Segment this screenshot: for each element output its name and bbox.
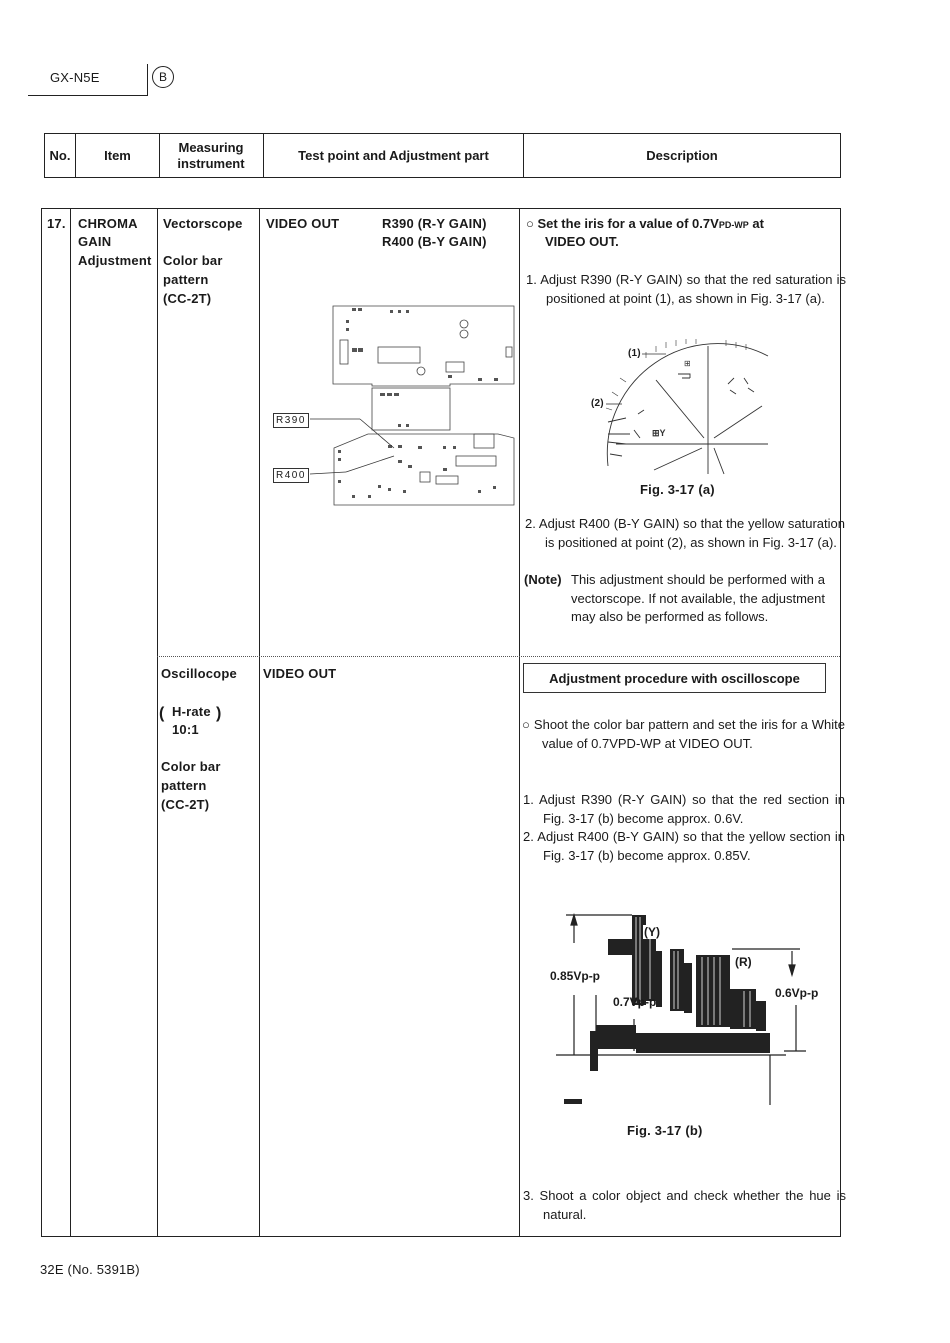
fig-a-point-1: (1) [628, 348, 641, 359]
version-badge-letter: B [158, 70, 167, 84]
item-line3: Adjustment [78, 253, 152, 268]
waveform-figure [556, 905, 819, 1115]
osc-procedure-box [523, 663, 826, 693]
fig-b-label-r: (R) [735, 955, 752, 969]
page-footer: 32E (No. 5391B) [40, 1262, 140, 1277]
fig-b-06: 0.6Vp-p [775, 986, 819, 1000]
step-3: 3. Shoot a color object and check whether the hue is natural. [523, 1188, 846, 1222]
step-2: 2. Adjust R400 (B-Y GAIN) so that the yellow saturation is positioned at point (2), as shown in Fig. 3-17 (a). [525, 516, 845, 550]
fig-b-07: 0.7Vp-p [613, 995, 657, 1009]
header-instrument: Measuring instrument [177, 139, 245, 171]
instrument-pattern-l1: Color bar [163, 253, 223, 268]
osc-shoot: ○ Shoot the color bar pattern and set the iris for a White value of 0.7VPD-WP at VIDEO OUT. [522, 717, 845, 751]
fig-a-caption: Fig. 3-17 (a) [640, 482, 715, 497]
step-1: 1. Adjust R390 (R-Y GAIN) so that the red saturation is positioned at point (1), as shown in Fig. 3-17 (a). [526, 272, 846, 306]
hrate-line1: H-rate [172, 704, 211, 719]
section-divider [157, 656, 840, 657]
note-label: (Note) [524, 572, 562, 587]
item-line1: CHROMA [78, 216, 138, 231]
header-no: No. [49, 147, 71, 163]
header-underline [28, 95, 148, 96]
instrument-pattern-l3: (CC-2T) [163, 291, 212, 306]
svg-text:⊞: ⊞ [684, 359, 691, 368]
adjust-r400: R400 (B-Y GAIN) [382, 234, 487, 249]
fig-a-point-2: (2) [591, 398, 604, 409]
set-iris-line2: VIDEO OUT. [545, 234, 619, 249]
header-test-point: Test point and Adjustment part [298, 147, 489, 163]
osc-pattern-l1: Color bar [161, 759, 221, 774]
osc-test-point: VIDEO OUT [263, 666, 337, 681]
instrument-pattern-l2: pattern [163, 272, 209, 287]
body-col-line [157, 208, 158, 1237]
osc-pattern-l3: (CC-2T) [161, 797, 210, 812]
set-iris-line1: ○ Set the iris for a value of 0.7VPD-WP at [526, 216, 764, 231]
header-item: Item [104, 147, 131, 163]
pcb-label-r390: R390 [273, 413, 309, 428]
test-point-video-out: VIDEO OUT [266, 216, 340, 231]
osc-step-1: 1. Adjust R390 (R-Y GAIN) so that the red section in Fig. 3-17 (b) become approx. 0.6V. [523, 792, 845, 826]
header-col-line [159, 133, 160, 178]
body-col-line [259, 208, 260, 1237]
row-number: 17. [47, 216, 66, 231]
vectorscope-figure [586, 338, 776, 478]
svg-text:⊞Y: ⊞Y [652, 428, 666, 438]
adjust-r390: R390 (R-Y GAIN) [382, 216, 487, 231]
fig-b-caption: Fig. 3-17 (b) [627, 1123, 703, 1138]
instrument-oscilloscope: Oscillocope [161, 666, 237, 681]
header-divider [147, 64, 148, 96]
osc-pattern-l2: pattern [161, 778, 207, 793]
header-description: Description [646, 147, 718, 163]
instrument-vectorscope: Vectorscope [163, 216, 243, 231]
osc-step-2: 2. Adjust R400 (B-Y GAIN) so that the yellow section in Fig. 3-17 (b) become approx. 0.85V. [523, 829, 845, 863]
note-text: This adjustment should be performed with a vectorscope. If not available, the adjustment may also be performed as follows. [571, 572, 825, 624]
model-name: GX-N5E [50, 70, 100, 85]
item-line2: GAIN [78, 234, 112, 249]
fig-b-085: 0.85Vp-p [550, 969, 601, 983]
hrate-line2: 10:1 [172, 722, 199, 737]
version-badge [152, 66, 174, 88]
hrate-open-paren: ( [159, 705, 165, 722]
hrate-close-paren: ) [216, 705, 222, 722]
body-col-line [519, 208, 520, 1237]
osc-procedure-title: Adjustment procedure with oscilloscope [549, 670, 800, 686]
body-col-line [70, 208, 71, 1237]
pcb-label-r400: R400 [273, 468, 309, 483]
fig-b-label-y: (Y) [644, 925, 660, 939]
